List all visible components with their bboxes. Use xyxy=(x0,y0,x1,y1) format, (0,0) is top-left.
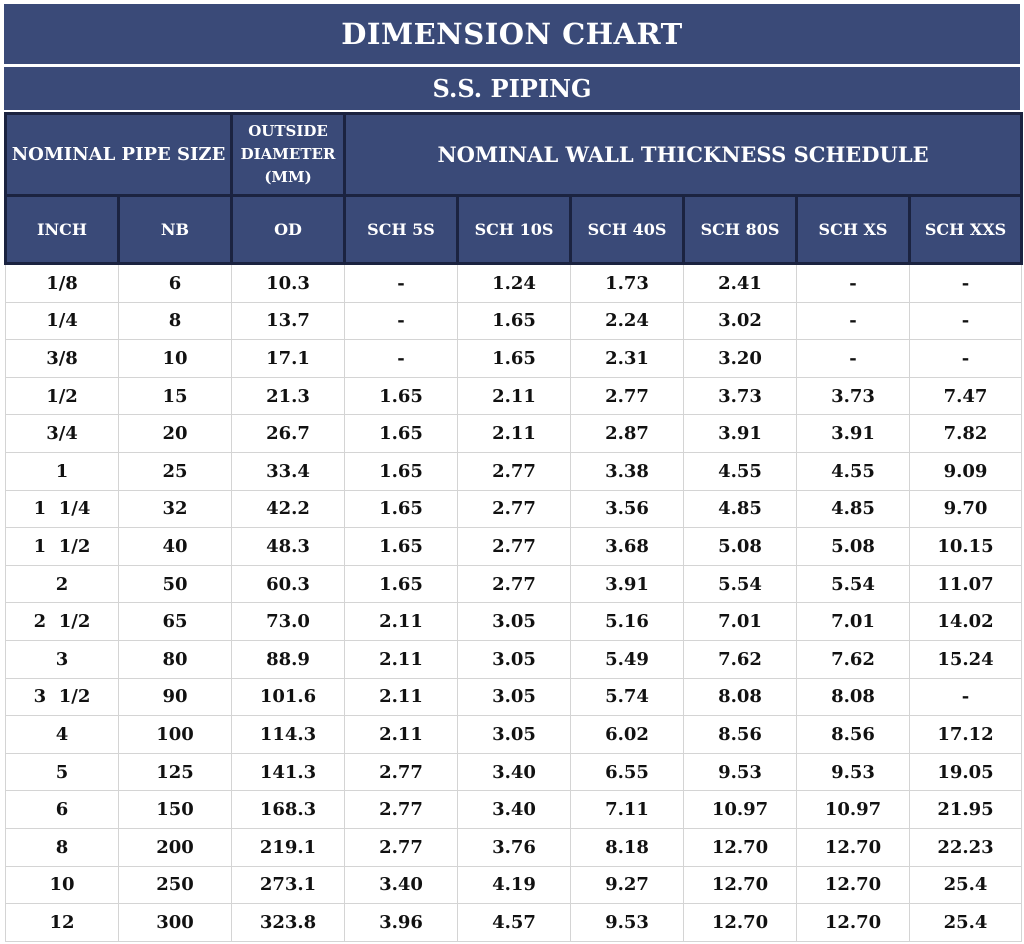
table-cell: 125 xyxy=(119,753,232,791)
table-cell: 32 xyxy=(119,490,232,528)
table-cell: 3 xyxy=(6,640,119,678)
table-cell: 1.65 xyxy=(458,340,571,378)
table-cell: 4.57 xyxy=(458,904,571,942)
column-header-row xyxy=(6,196,1022,264)
table-cell: 40 xyxy=(119,528,232,566)
table-cell: 10.15 xyxy=(910,528,1022,566)
chart-subtitle: S.S. PIPING xyxy=(4,67,1020,110)
table-cell: 12.70 xyxy=(797,904,910,942)
table-row xyxy=(6,640,1022,678)
table-cell: 2.31 xyxy=(571,340,684,378)
table-cell: 5.08 xyxy=(797,528,910,566)
table-cell: 2.77 xyxy=(458,490,571,528)
table-cell: 3.56 xyxy=(571,490,684,528)
table-cell: 3.38 xyxy=(571,452,684,490)
table-cell: 101.6 xyxy=(232,678,345,716)
table-cell: 5 xyxy=(6,753,119,791)
table-cell: 1 1/4 xyxy=(6,490,119,528)
table-row xyxy=(6,678,1022,716)
table-cell: 3 1/2 xyxy=(6,678,119,716)
column-header: OD xyxy=(232,196,345,264)
table-cell: 7.01 xyxy=(684,603,797,641)
table-cell: 6.02 xyxy=(571,716,684,754)
table-cell: 2.77 xyxy=(345,828,458,866)
table-cell: 150 xyxy=(119,791,232,829)
table-cell: 219.1 xyxy=(232,828,345,866)
table-cell: 2.11 xyxy=(345,716,458,754)
table-cell: 7.47 xyxy=(910,377,1022,415)
table-cell: 3.40 xyxy=(345,866,458,904)
table-cell: 20 xyxy=(119,415,232,453)
table-cell: - xyxy=(345,264,458,303)
table-cell: 5.74 xyxy=(571,678,684,716)
table-cell: 3.20 xyxy=(684,340,797,378)
table-cell: 7.62 xyxy=(684,640,797,678)
table-cell: 1.65 xyxy=(345,452,458,490)
header-nominal-pipe-size: NOMINAL PIPE SIZE xyxy=(6,114,232,196)
table-cell: 12.70 xyxy=(797,866,910,904)
table-cell: 65 xyxy=(119,603,232,641)
dimension-table xyxy=(4,112,1023,942)
table-cell: 22.23 xyxy=(910,828,1022,866)
table-cell: 60.3 xyxy=(232,565,345,603)
table-cell: 33.4 xyxy=(232,452,345,490)
table-cell: 4.85 xyxy=(797,490,910,528)
table-cell: 15 xyxy=(119,377,232,415)
column-header: SCH 80S xyxy=(684,196,797,264)
table-cell: 2.77 xyxy=(458,528,571,566)
table-row xyxy=(6,828,1022,866)
table-cell: 3.05 xyxy=(458,640,571,678)
table-cell: 17.1 xyxy=(232,340,345,378)
table-cell: 200 xyxy=(119,828,232,866)
table-row xyxy=(6,528,1022,566)
table-cell: 9.53 xyxy=(571,904,684,942)
table-cell: 2.24 xyxy=(571,302,684,340)
table-row xyxy=(6,415,1022,453)
table-cell: 300 xyxy=(119,904,232,942)
table-cell: 5.54 xyxy=(684,565,797,603)
table-cell: 3.91 xyxy=(797,415,910,453)
table-cell: 9.09 xyxy=(910,452,1022,490)
table-cell: 7.82 xyxy=(910,415,1022,453)
column-header: SCH 10S xyxy=(458,196,571,264)
table-cell: 9.27 xyxy=(571,866,684,904)
table-cell: 8.56 xyxy=(684,716,797,754)
table-cell: 5.16 xyxy=(571,603,684,641)
table-cell: - xyxy=(797,340,910,378)
table-cell: 1/8 xyxy=(6,264,119,303)
table-cell: 2.11 xyxy=(345,603,458,641)
table-row xyxy=(6,302,1022,340)
table-row xyxy=(6,452,1022,490)
table-cell: 21.95 xyxy=(910,791,1022,829)
column-header: INCH xyxy=(6,196,119,264)
table-cell: 4.55 xyxy=(684,452,797,490)
table-cell: 19.05 xyxy=(910,753,1022,791)
table-cell: - xyxy=(345,340,458,378)
table-cell: - xyxy=(910,340,1022,378)
table-cell: 12.70 xyxy=(684,904,797,942)
table-cell: 3/4 xyxy=(6,415,119,453)
table-cell: 2.11 xyxy=(345,640,458,678)
table-cell: 3.68 xyxy=(571,528,684,566)
table-cell: 1.65 xyxy=(345,490,458,528)
table-row xyxy=(6,340,1022,378)
table-row xyxy=(6,866,1022,904)
table-cell: 3/8 xyxy=(6,340,119,378)
table-cell: 4 xyxy=(6,716,119,754)
table-cell: 4.85 xyxy=(684,490,797,528)
table-cell: 5.08 xyxy=(684,528,797,566)
table-cell: 3.40 xyxy=(458,753,571,791)
table-cell: - xyxy=(797,302,910,340)
table-cell: 3.05 xyxy=(458,716,571,754)
table-cell: 1.24 xyxy=(458,264,571,303)
table-cell: 7.11 xyxy=(571,791,684,829)
table-cell: 26.7 xyxy=(232,415,345,453)
table-cell: 1.65 xyxy=(345,528,458,566)
table-cell: - xyxy=(910,678,1022,716)
table-cell: 100 xyxy=(119,716,232,754)
table-cell: 5.54 xyxy=(797,565,910,603)
table-cell: 8.18 xyxy=(571,828,684,866)
table-cell: 2.41 xyxy=(684,264,797,303)
table-cell: 14.02 xyxy=(910,603,1022,641)
table-row xyxy=(6,791,1022,829)
table-cell: 8 xyxy=(6,828,119,866)
column-header: SCH 5S xyxy=(345,196,458,264)
table-row xyxy=(6,565,1022,603)
table-cell: 42.2 xyxy=(232,490,345,528)
table-row xyxy=(6,377,1022,415)
table-cell: 6 xyxy=(119,264,232,303)
table-cell: 3.91 xyxy=(684,415,797,453)
table-cell: 4.55 xyxy=(797,452,910,490)
column-header: SCH 40S xyxy=(571,196,684,264)
table-cell: 1/2 xyxy=(6,377,119,415)
table-cell: 250 xyxy=(119,866,232,904)
table-cell: 15.24 xyxy=(910,640,1022,678)
table-row xyxy=(6,753,1022,791)
table-row xyxy=(6,904,1022,942)
table-cell: 114.3 xyxy=(232,716,345,754)
header-wall-thickness: NOMINAL WALL THICKNESS SCHEDULE xyxy=(345,114,1022,196)
table-cell: 10.97 xyxy=(684,791,797,829)
table-cell: 50 xyxy=(119,565,232,603)
table-cell: 1.65 xyxy=(345,377,458,415)
table-cell: 1 xyxy=(6,452,119,490)
table-cell: 2.77 xyxy=(345,791,458,829)
table-cell: 13.7 xyxy=(232,302,345,340)
table-cell: 25.4 xyxy=(910,866,1022,904)
table-cell: 9.53 xyxy=(797,753,910,791)
table-cell: 2.11 xyxy=(345,678,458,716)
table-cell: 3.40 xyxy=(458,791,571,829)
table-cell: 1/4 xyxy=(6,302,119,340)
table-cell: 168.3 xyxy=(232,791,345,829)
table-cell: 3.96 xyxy=(345,904,458,942)
table-cell: 3.02 xyxy=(684,302,797,340)
table-cell: 8.56 xyxy=(797,716,910,754)
table-cell: 12.70 xyxy=(797,828,910,866)
table-cell: 1.65 xyxy=(345,565,458,603)
column-header: NB xyxy=(119,196,232,264)
group-header-row xyxy=(6,114,1022,196)
table-cell: 80 xyxy=(119,640,232,678)
table-cell: 273.1 xyxy=(232,866,345,904)
header-outside-diameter: OUTSIDE DIAMETER (MM) xyxy=(232,114,345,196)
table-cell: 2.77 xyxy=(458,565,571,603)
table-cell: 3.91 xyxy=(571,565,684,603)
table-cell: 4.19 xyxy=(458,866,571,904)
chart-title: DIMENSION CHART xyxy=(4,4,1020,64)
table-cell: 11.07 xyxy=(910,565,1022,603)
table-row xyxy=(6,490,1022,528)
table-cell: 3.76 xyxy=(458,828,571,866)
table-cell: 2 xyxy=(6,565,119,603)
table-cell: 9.70 xyxy=(910,490,1022,528)
table-row xyxy=(6,603,1022,641)
table-cell: 2.77 xyxy=(571,377,684,415)
table-cell: 1 1/2 xyxy=(6,528,119,566)
table-row xyxy=(6,716,1022,754)
table-cell: 10 xyxy=(6,866,119,904)
table-cell: - xyxy=(797,264,910,303)
table-cell: 1.73 xyxy=(571,264,684,303)
table-cell: 3.73 xyxy=(797,377,910,415)
table-cell: 73.0 xyxy=(232,603,345,641)
table-cell: 3.05 xyxy=(458,678,571,716)
table-cell: 48.3 xyxy=(232,528,345,566)
table-cell: 9.53 xyxy=(684,753,797,791)
table-cell: 323.8 xyxy=(232,904,345,942)
table-cell: - xyxy=(910,302,1022,340)
table-cell: 2.87 xyxy=(571,415,684,453)
table-body xyxy=(6,264,1022,942)
table-row xyxy=(6,264,1022,303)
table-cell: 25 xyxy=(119,452,232,490)
table-cell: 10.97 xyxy=(797,791,910,829)
table-cell: - xyxy=(345,302,458,340)
table-cell: 1.65 xyxy=(345,415,458,453)
table-cell: 2.11 xyxy=(458,415,571,453)
table-cell: 8.08 xyxy=(797,678,910,716)
table-cell: 12 xyxy=(6,904,119,942)
table-cell: 7.01 xyxy=(797,603,910,641)
table-cell: - xyxy=(910,264,1022,303)
table-cell: 3.05 xyxy=(458,603,571,641)
table-cell: 2.77 xyxy=(458,452,571,490)
table-cell: 25.4 xyxy=(910,904,1022,942)
table-cell: 12.70 xyxy=(684,828,797,866)
table-cell: 8.08 xyxy=(684,678,797,716)
table-cell: 7.62 xyxy=(797,640,910,678)
table-cell: 6.55 xyxy=(571,753,684,791)
table-cell: 88.9 xyxy=(232,640,345,678)
table-cell: 21.3 xyxy=(232,377,345,415)
column-header: SCH XS xyxy=(797,196,910,264)
table-cell: 90 xyxy=(119,678,232,716)
table-cell: 1.65 xyxy=(458,302,571,340)
table-cell: 5.49 xyxy=(571,640,684,678)
table-cell: 2 1/2 xyxy=(6,603,119,641)
table-cell: 17.12 xyxy=(910,716,1022,754)
table-cell: 141.3 xyxy=(232,753,345,791)
table-cell: 12.70 xyxy=(684,866,797,904)
table-cell: 6 xyxy=(6,791,119,829)
table-cell: 8 xyxy=(119,302,232,340)
column-header: SCH XXS xyxy=(910,196,1022,264)
table-cell: 2.77 xyxy=(345,753,458,791)
table-cell: 3.73 xyxy=(684,377,797,415)
table-cell: 2.11 xyxy=(458,377,571,415)
table-cell: 10 xyxy=(119,340,232,378)
table-cell: 10.3 xyxy=(232,264,345,303)
